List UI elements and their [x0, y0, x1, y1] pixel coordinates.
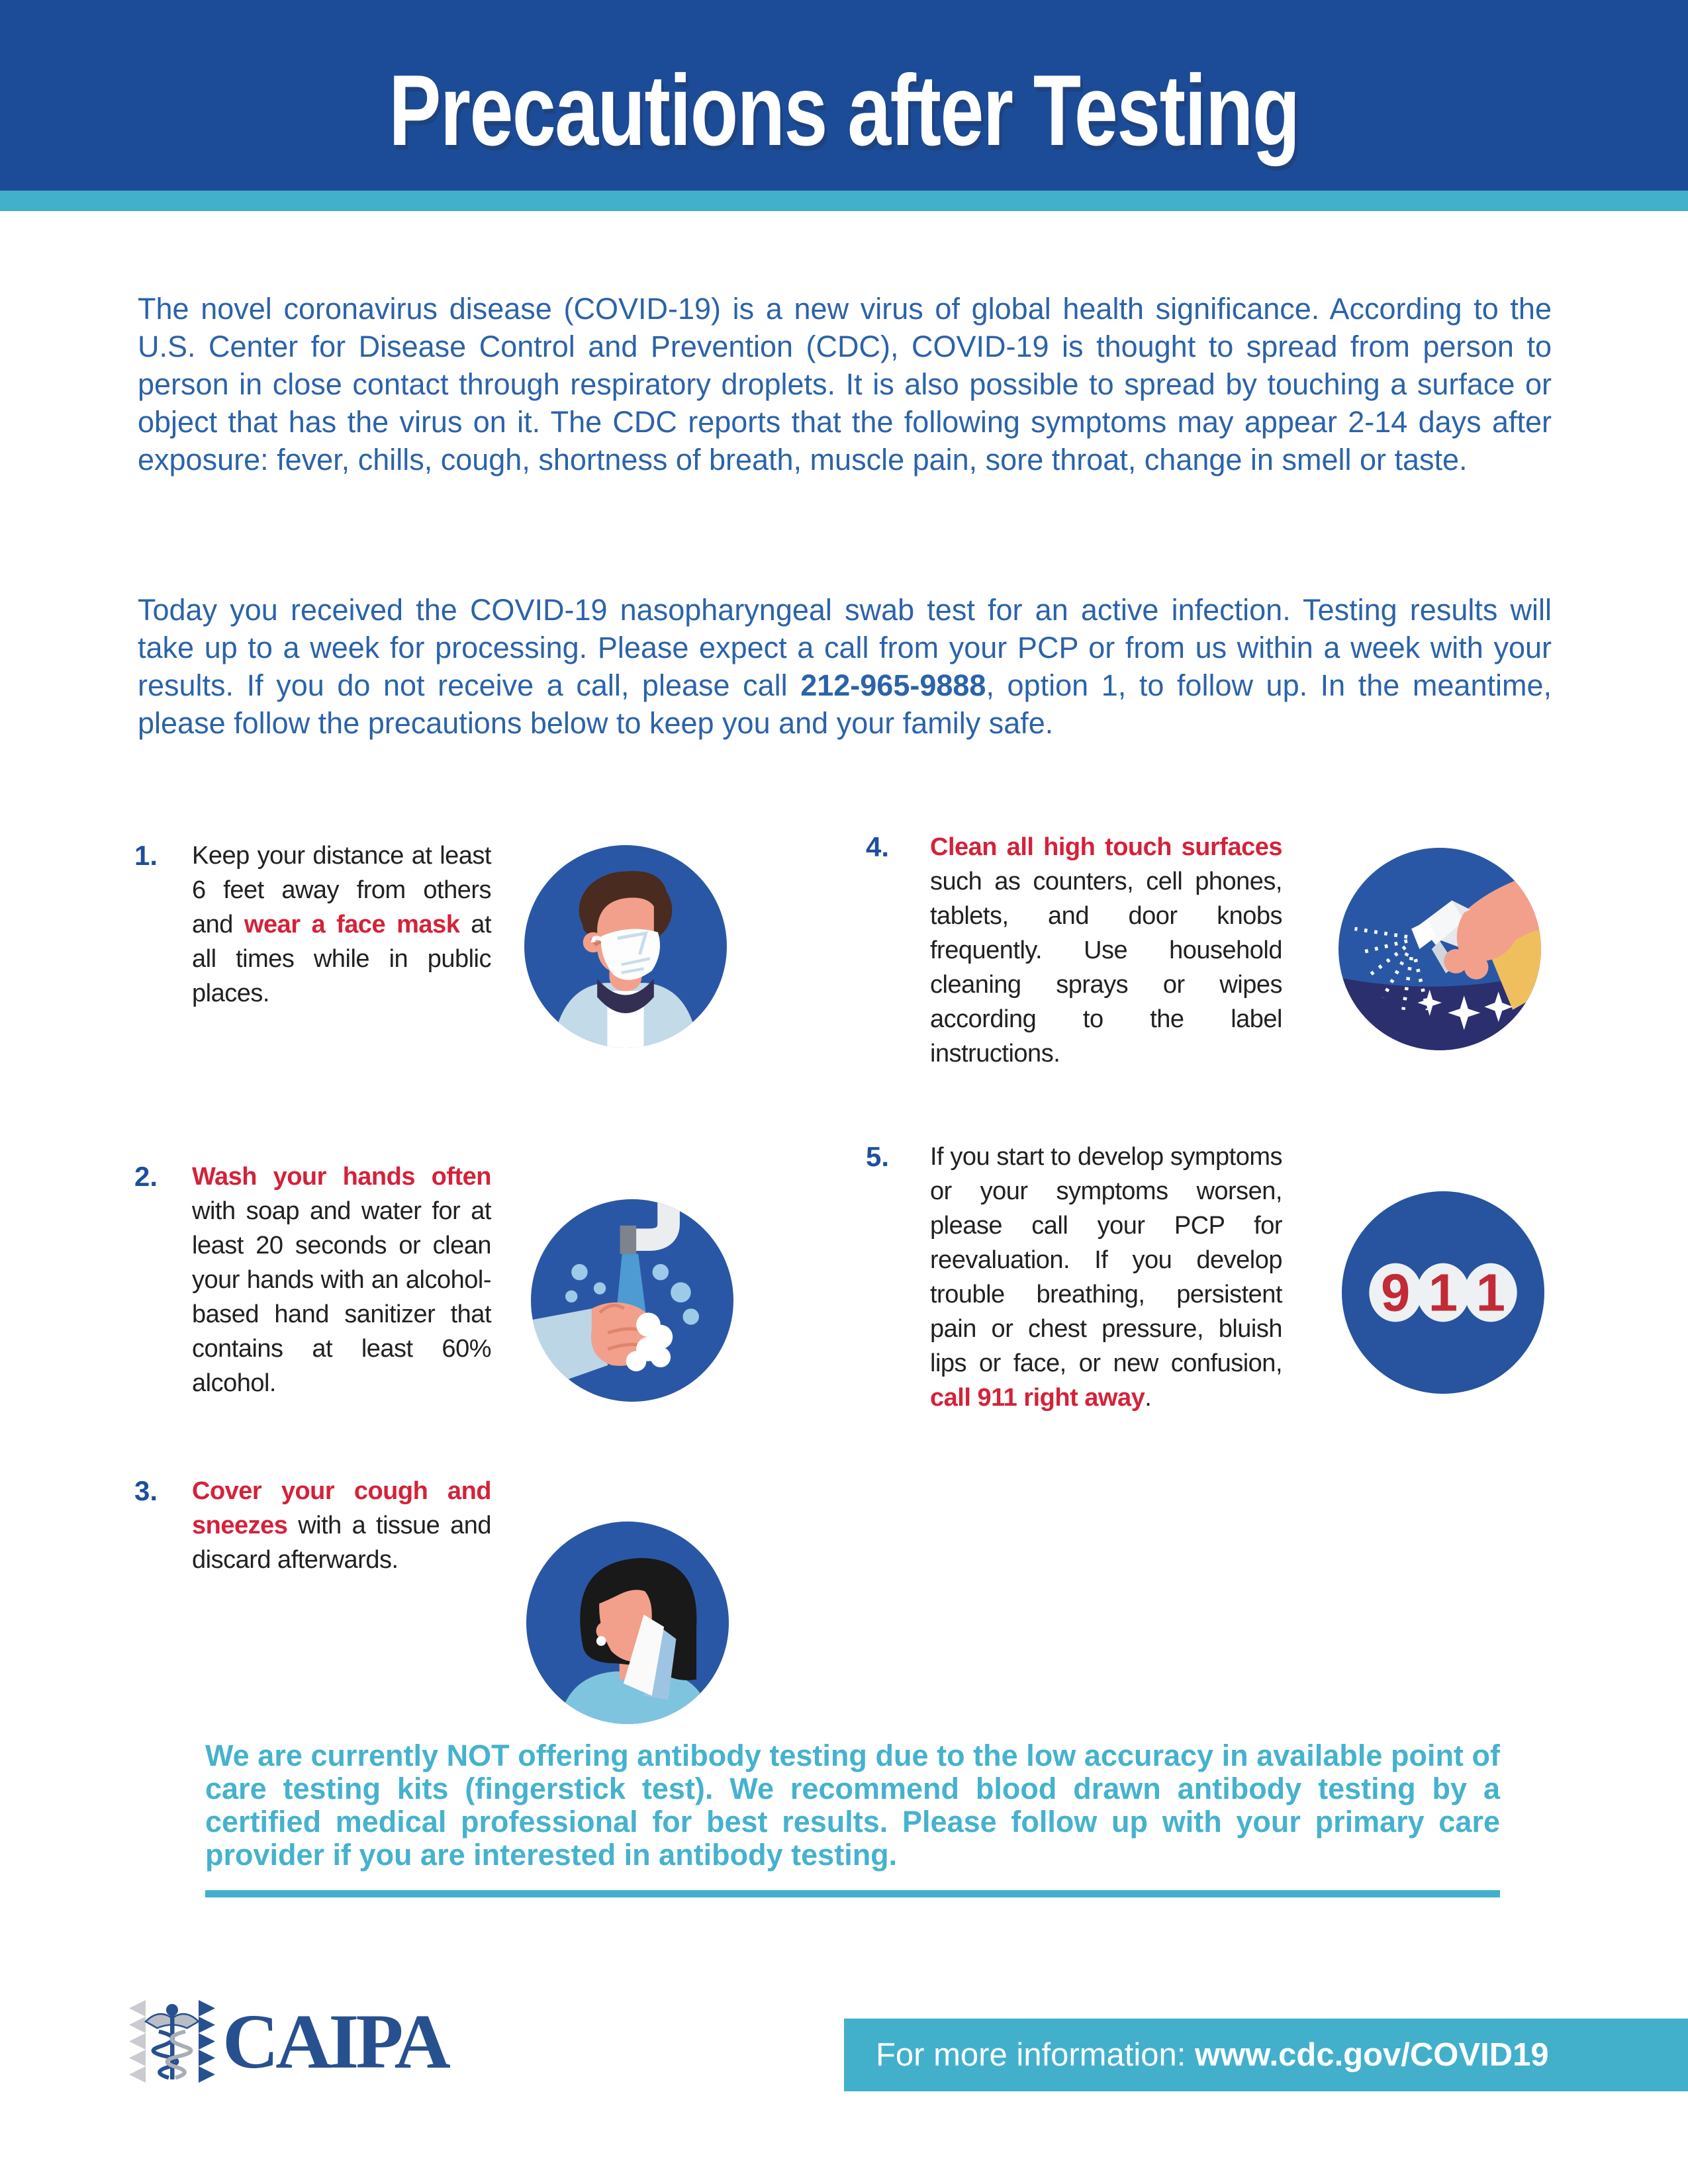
caduceus-icon: [126, 2000, 218, 2083]
intro-paragraph-2-pre: Today you received the COVID-19 nasopharyngeal swab test for an active infection. Testing results will take up to a week for processing. Please expect a call from your PCP or from us within a week with your results. If you do not receive a call, please call: [138, 593, 1552, 702]
item-2-highlight: Wash your hands often: [192, 1163, 491, 1191]
washing-hands-icon: [531, 1199, 733, 1402]
item-5-number: 5.: [866, 1141, 890, 1172]
digit-1b: 1: [1476, 1263, 1506, 1322]
item-5-text: [930, 1140, 1282, 1415]
item-3-text: [192, 1474, 491, 1577]
intro-paragraph-2-post: , option 1, to follow up. In the meantime, please follow the precautions below to keep you and your family safe.: [138, 668, 1552, 740]
cdc-url[interactable]: www.cdc.gov/COVID19: [1195, 2037, 1549, 2073]
intro-paragraph-2: [138, 591, 1552, 742]
item-1-text: [192, 839, 491, 1011]
caipa-wordmark: CAIPA: [222, 1997, 447, 2085]
header-banner: [0, 0, 1688, 191]
spray-bottle-cleaning-icon: [1338, 848, 1541, 1050]
item-3-number: 3.: [134, 1475, 158, 1506]
digit-1a: 1: [1428, 1263, 1458, 1322]
header-accent-strip: [0, 191, 1688, 211]
intro-paragraph-1: The novel coronavirus disease (COVID-19) is a new virus of global health significance. According to the U.S. Center for Disease Control and Prevention (CDC), COVID-19 is thought to spread from person to person in close contact through respiratory droplets. It is also possible to spread by touching a surface or object that has the virus on it. The CDC reports that the following symptoms may appear 2-14 days after exposure: fever, chills, cough, shortness of breath, muscle pain, sore throat, change in smell or taste.: [138, 292, 1552, 477]
cover-cough-tissue-icon: [526, 1522, 729, 1724]
item-4-text: [930, 830, 1282, 1071]
item-5-text-pre: If you start to develop symptoms or your symptoms worsen, please call your PCP for reevaluation. If you develop trouble breathing, persistent pain or chest pressure, bluish lips or face, or new confusion,: [930, 1143, 1282, 1377]
digit-9: 9: [1380, 1263, 1411, 1322]
item-4-text-post: such as counters, cell phones, tablets, and door knobs frequently. Use household cleaning sprays or wipes according to the label instructions.: [930, 868, 1282, 1068]
precaution-item-3: [134, 1474, 491, 1577]
info-label: For more information:: [876, 2037, 1195, 2073]
item-3-text-post: with a tissue and discard afterwards.: [192, 1512, 491, 1574]
item-2-number: 2.: [134, 1161, 158, 1192]
item-1-text-post: at all times while in public places.: [192, 911, 491, 1007]
precaution-item-2: [134, 1160, 491, 1400]
precaution-item-5: [866, 1140, 1282, 1415]
item-5-highlight: call 911 right away: [930, 1384, 1145, 1412]
item-4-highlight: Clean all high touch surfaces: [930, 833, 1282, 861]
antibody-notice: We are currently NOT offering antibody testing due to the low accuracy in available point of care testing kits (fingerstick test). We recommend blood drawn antibody testing by a certified medical professional for best results. Please follow up with your primary care provider if you are interested in antibody testing.: [205, 1739, 1500, 1872]
notice-divider: [205, 1890, 1500, 1897]
precaution-item-4: [866, 830, 1282, 1071]
item-1-number: 1.: [134, 840, 158, 871]
item-4-number: 4.: [866, 831, 890, 862]
item-1-highlight: wear a face mask: [244, 911, 460, 938]
phone-number: 212-965-9888: [800, 668, 986, 702]
item-2-text-post: with soap and water for at least 20 seconds or clean your hands with an alcohol-based hand sanitizer that contains at least 60% alcohol.: [192, 1197, 491, 1397]
item-5-text-post: .: [1145, 1384, 1152, 1412]
item-2-text: [192, 1160, 491, 1400]
page-title: Precautions after Testing: [389, 54, 1299, 167]
item-1-text-pre: Keep your distance at least 6 feet away from others and: [192, 842, 491, 938]
face-mask-person-icon: [524, 845, 727, 1048]
precaution-item-1: [134, 839, 491, 1011]
item-3-highlight: Cover your cough and sneezes: [192, 1477, 491, 1539]
call-911-icon: [1342, 1191, 1544, 1394]
info-bar: [844, 2019, 1688, 2091]
caipa-logo: [126, 1997, 447, 2085]
